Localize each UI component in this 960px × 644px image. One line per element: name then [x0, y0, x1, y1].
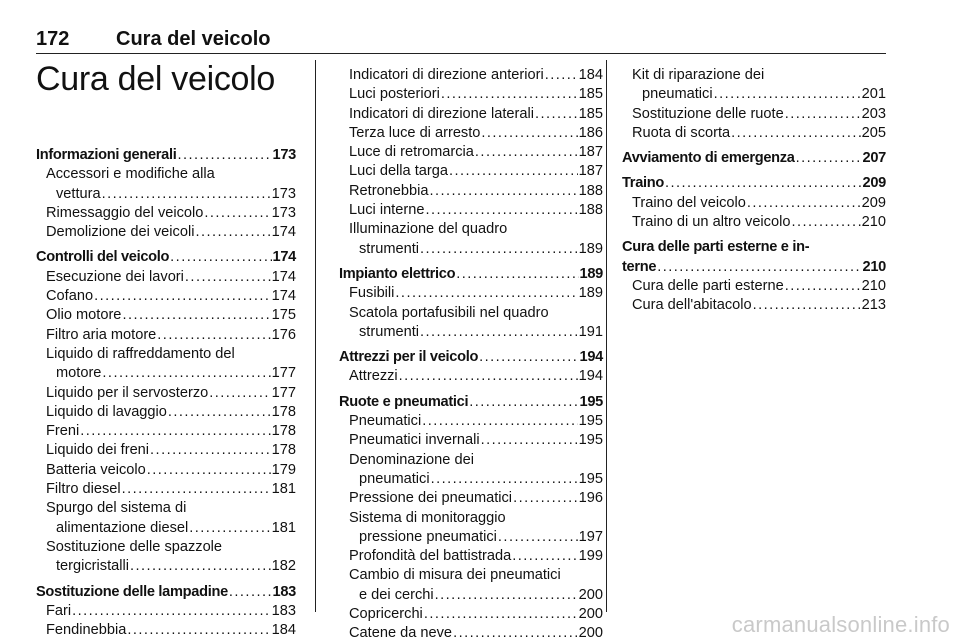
toc-page-number: 181 [271, 481, 296, 498]
toc-entry-title: pneumatici [642, 86, 713, 103]
toc-page-number: 173 [272, 147, 296, 163]
toc-entry[interactable] [339, 304, 603, 343]
toc-entry-title: terne [622, 258, 657, 275]
toc-entry[interactable] [339, 284, 603, 303]
dot-leader [449, 162, 578, 181]
toc-entry-title: Ruota di scorta [632, 124, 731, 141]
toc-entry[interactable] [339, 105, 603, 124]
toc-entry[interactable] [339, 489, 603, 508]
toc-entry-title: Demolizione dei veicoli [46, 224, 195, 241]
toc-entry[interactable] [339, 162, 603, 181]
toc-entry-title: Fusibili [349, 285, 395, 302]
toc-entry-title: Attrezzi per il veicolo [339, 349, 479, 366]
dot-leader [469, 393, 578, 412]
toc-page-number: 199 [578, 548, 603, 565]
toc-page-number: 174 [271, 268, 296, 285]
running-title: Cura del veicolo [116, 28, 271, 50]
toc-entry[interactable] [339, 124, 603, 143]
dot-leader [512, 547, 577, 566]
toc-entry-title: Cofano [46, 288, 94, 305]
dot-leader [665, 174, 862, 193]
toc-entry-title: strumenti [359, 240, 420, 257]
dot-leader [535, 105, 578, 124]
toc-entry[interactable] [339, 547, 603, 566]
dot-leader [122, 306, 270, 325]
toc-page-number: 213 [861, 297, 886, 314]
toc-entry[interactable] [36, 165, 296, 204]
dot-leader [157, 326, 270, 345]
toc-entry-title: Profondità del battistrada [349, 548, 512, 565]
dot-leader [195, 223, 270, 242]
toc-entry-line: Sistema di monitoraggio [349, 509, 506, 526]
dot-leader [431, 470, 578, 489]
toc-page-number: 195 [579, 393, 603, 410]
dot-leader [168, 403, 271, 422]
dot-leader [747, 194, 861, 213]
toc-page-number: 183 [271, 602, 296, 619]
toc-entry-line: Spurgo del sistema di [46, 500, 187, 517]
dot-leader [475, 143, 578, 162]
toc-page-number: 186 [578, 124, 603, 141]
toc-column-3 [622, 66, 886, 316]
chapter-title: Cura del veicolo [36, 60, 275, 98]
toc-entry-title: Fendinebbia [46, 622, 127, 639]
toc-entry-title: Controlli del veicolo [36, 249, 170, 266]
toc-page-number: 187 [578, 144, 603, 161]
dot-leader [420, 240, 578, 259]
watermark: carmanualsonline.info [731, 612, 950, 637]
toc-entry-title: Attrezzi [349, 368, 398, 385]
dot-leader [435, 586, 578, 605]
toc-entry-title: Traino [622, 175, 664, 192]
toc-page-number: 210 [862, 258, 886, 275]
toc-page-number: 194 [579, 349, 603, 366]
toc-entry[interactable] [36, 499, 296, 538]
toc-entry-title: Pneumatici invernali [349, 432, 480, 449]
dot-leader [102, 364, 270, 383]
toc-page-number: 201 [861, 86, 886, 103]
toc-section-entry[interactable] [339, 265, 603, 284]
toc-page-number: 196 [578, 490, 603, 507]
toc-page-number: 203 [861, 105, 886, 122]
toc-entry-title: Sostituzione delle ruote [632, 105, 784, 122]
toc-entry[interactable] [36, 621, 296, 640]
dot-leader [441, 85, 578, 104]
toc-page-number: 188 [578, 182, 603, 199]
dot-leader [453, 624, 578, 643]
toc-page-number: 178 [271, 423, 296, 440]
toc-entry-title: alimentazione diesel [56, 519, 189, 536]
dot-leader [422, 412, 577, 431]
toc-entry-title: Terza luce di arresto [349, 124, 481, 141]
toc-page-number: 189 [578, 240, 603, 257]
toc-page-number: 189 [579, 265, 603, 282]
column-divider-2 [606, 60, 607, 612]
toc-entry-title: Cura delle parti esterne [632, 277, 784, 294]
toc-entry[interactable] [339, 566, 603, 605]
toc-entry-line: Denominazione dei [349, 451, 474, 468]
toc-entry-title: vettura [56, 185, 101, 202]
toc-entry[interactable] [36, 403, 296, 422]
toc-entry-title: tergicristalli [56, 558, 129, 575]
toc-entry-title: Luci interne [349, 202, 425, 219]
dot-leader [714, 85, 861, 104]
toc-page-number: 174 [271, 224, 296, 241]
toc-section-entry[interactable] [622, 238, 886, 277]
toc-page-number: 187 [578, 163, 603, 180]
toc-entry-title: Indicatori di direzione anteriori [349, 67, 544, 83]
toc-entry[interactable] [36, 204, 296, 223]
toc-entry-title: Rimessaggio del veicolo [46, 204, 204, 221]
toc-entry-title: Traino del veicolo [632, 194, 746, 211]
toc-entry[interactable] [36, 306, 296, 325]
toc-page-number: 183 [272, 583, 296, 600]
toc-entry-line: Illuminazione del quadro [349, 221, 508, 238]
column-divider-1 [315, 60, 316, 612]
toc-entry-title: Catene da neve [349, 625, 453, 642]
toc-entry[interactable] [36, 268, 296, 287]
toc-page-number: 178 [271, 442, 296, 459]
toc-entry-title: motore [56, 365, 102, 382]
toc-entry-title: Filtro diesel [46, 481, 121, 498]
toc-entry[interactable] [36, 602, 296, 621]
toc-entry[interactable] [339, 85, 603, 104]
toc-entry-line: Sostituzione delle spazzole [46, 538, 223, 555]
toc-entry[interactable] [339, 451, 603, 490]
dot-leader [430, 182, 578, 201]
dot-leader [130, 557, 271, 576]
toc-entry[interactable] [339, 605, 603, 624]
dot-leader [657, 258, 861, 277]
dot-leader [479, 348, 578, 367]
dot-leader [94, 287, 271, 306]
toc-section-entry[interactable] [36, 583, 296, 602]
toc-page-number: 191 [578, 323, 603, 340]
dot-leader [456, 265, 578, 284]
toc-entry[interactable] [36, 345, 296, 384]
toc-entry[interactable] [339, 220, 603, 259]
toc-entry[interactable] [622, 194, 886, 213]
toc-entry-title: Traino di un altro veicolo [632, 214, 791, 231]
toc-entry-title: Sostituzione delle lampadine [36, 583, 228, 600]
toc-page-number: 177 [271, 384, 296, 401]
toc-entry[interactable] [622, 277, 886, 296]
dot-leader [204, 204, 270, 223]
toc-entry-title: Batteria veicolo [46, 461, 146, 478]
toc-entry-title: Copricerchi [349, 606, 423, 623]
dot-leader [785, 105, 861, 124]
toc-entry[interactable] [339, 367, 603, 386]
toc-page-number: 189 [578, 285, 603, 302]
toc-entry[interactable] [339, 412, 603, 431]
toc-entry-title: pneumatici [359, 470, 430, 487]
toc-entry[interactable] [339, 182, 603, 201]
toc-entry-title: Ruote e pneumatici [339, 393, 469, 410]
toc-section-entry[interactable] [339, 348, 603, 367]
page-header [36, 28, 886, 52]
toc-entry[interactable] [36, 384, 296, 403]
toc-entry[interactable] [36, 538, 296, 577]
dot-leader [399, 367, 578, 386]
dot-leader [785, 277, 861, 296]
toc-page-number: 195 [578, 470, 603, 487]
toc-entry[interactable] [339, 201, 603, 220]
dot-leader [753, 296, 861, 315]
toc-entry[interactable] [622, 66, 886, 105]
toc-entry[interactable] [36, 461, 296, 480]
toc-section-entry[interactable] [36, 248, 296, 267]
toc-page-number: 174 [272, 249, 296, 266]
toc-page-number: 200 [578, 625, 603, 642]
toc-entry-title: Avviamento di emergenza [622, 150, 795, 167]
toc-section-entry[interactable] [339, 393, 603, 412]
dot-leader [185, 268, 271, 287]
dot-leader [796, 149, 862, 168]
toc-entry-title: Liquido di lavaggio [46, 403, 167, 420]
toc-page-number: 177 [271, 365, 296, 382]
toc-page-number: 184 [271, 622, 296, 639]
toc-page-number: 207 [862, 150, 886, 167]
toc-entry[interactable] [622, 296, 886, 315]
toc-page-number: 188 [578, 202, 603, 219]
toc-entry-title: Indicatori di direzione laterali [349, 105, 534, 122]
toc-page-number: 194 [578, 368, 603, 385]
dot-leader [122, 480, 271, 499]
toc-page-number: 210 [861, 277, 886, 294]
page-number: 172 [36, 28, 70, 50]
toc-entry-title: Liquido per il servosterzo [46, 384, 209, 401]
toc-entry-title: pressione pneumatici [359, 528, 497, 545]
toc-page-number: 182 [271, 558, 296, 575]
toc-entry[interactable] [622, 105, 886, 124]
toc-page-number: 209 [862, 175, 886, 192]
toc-entry[interactable] [622, 124, 886, 143]
toc-page-number: 197 [578, 528, 603, 545]
toc-entry-title: Cura dell'abitacolo [632, 297, 752, 314]
dot-leader [80, 422, 270, 441]
dot-leader [420, 323, 578, 342]
toc-section-entry[interactable] [622, 174, 886, 193]
dot-leader [424, 605, 578, 624]
toc-page-number: 205 [861, 124, 886, 141]
dot-leader [791, 213, 860, 232]
toc-page-number: 200 [578, 606, 603, 623]
toc-entry-title: Filtro aria motore [46, 326, 157, 343]
dot-leader [170, 248, 271, 267]
dot-leader [102, 185, 271, 204]
toc-page-number: 200 [578, 586, 603, 603]
toc-page-number: 210 [861, 214, 886, 231]
dot-leader [127, 621, 270, 640]
toc-entry[interactable] [622, 213, 886, 232]
toc-entry[interactable] [36, 287, 296, 306]
toc-entry-title: Olio motore [46, 307, 122, 324]
toc-page-number: 185 [578, 105, 603, 122]
toc-entry-title: Retronebbia [349, 182, 429, 199]
toc-page-number: 176 [271, 326, 296, 343]
toc-entry[interactable] [36, 326, 296, 345]
toc-entry-line: Cura delle parti esterne e in- [622, 239, 810, 256]
toc-page-number: 173 [271, 204, 296, 221]
toc-entry-title: Pneumatici [349, 413, 422, 430]
toc-page-number: 174 [271, 288, 296, 305]
toc-page-number: 181 [271, 519, 296, 536]
dot-leader [177, 146, 271, 165]
toc-page-number: 179 [271, 461, 296, 478]
toc-column-2 [339, 66, 603, 644]
dot-leader [545, 66, 578, 85]
dot-leader [481, 124, 577, 143]
toc-page-number: 209 [861, 194, 886, 211]
toc-entry-title: Fari [46, 602, 72, 619]
toc-entry-title: Informazioni generali [36, 147, 177, 163]
dot-leader [209, 384, 270, 403]
toc-entry-title: e dei cerchi [359, 586, 434, 603]
toc-entry[interactable] [339, 509, 603, 548]
dot-leader [731, 124, 860, 143]
toc-page-number: 195 [578, 413, 603, 430]
toc-page-number: 175 [271, 307, 296, 324]
toc-entry[interactable] [339, 431, 603, 450]
dot-leader [498, 528, 578, 547]
dot-leader [72, 602, 271, 621]
toc-entry-title: Esecuzione dei lavori [46, 268, 184, 285]
dot-leader [229, 583, 272, 602]
toc-page-number: 178 [271, 403, 296, 420]
dot-leader [513, 489, 578, 508]
dot-leader [147, 461, 271, 480]
toc-page-number: 195 [578, 432, 603, 449]
toc-entry[interactable] [339, 66, 603, 85]
toc-section-entry[interactable] [622, 149, 886, 168]
toc-entry[interactable] [339, 624, 603, 643]
toc-entry[interactable] [36, 480, 296, 499]
toc-page-number: 185 [578, 86, 603, 103]
toc-entry-title: Luci della targa [349, 163, 448, 180]
dot-leader [425, 201, 577, 220]
toc-column-1 [36, 146, 296, 640]
header-divider [36, 53, 886, 54]
dot-leader [395, 284, 577, 303]
toc-entry-line: Cambio di misura dei pneumatici [349, 567, 561, 584]
toc-entry-line: Scatola portafusibili nel quadro [349, 304, 549, 321]
toc-entry-line: Kit di riparazione dei [632, 67, 765, 83]
toc-page-number: 184 [578, 67, 603, 83]
toc-page-number: 173 [271, 185, 296, 202]
dot-leader [189, 519, 270, 538]
toc-entry-line: Accessori e modifiche alla [46, 166, 215, 183]
toc-section-entry[interactable] [36, 146, 296, 165]
toc-entry-line: Liquido di raffreddamento del [46, 345, 235, 362]
toc-entry-title: Impianto elettrico [339, 265, 456, 282]
toc-entry-title: Pressione dei pneumatici [349, 490, 513, 507]
toc-entry-title: Liquido dei freni [46, 442, 150, 459]
toc-entry-title: Luci posteriori [349, 86, 440, 103]
toc-entry[interactable] [36, 441, 296, 460]
toc-entry-title: strumenti [359, 323, 420, 340]
dot-leader [150, 441, 271, 460]
toc-entry[interactable] [36, 422, 296, 441]
toc-entry[interactable] [36, 223, 296, 242]
toc-entry[interactable] [339, 143, 603, 162]
toc-entry-title: Luce di retromarcia [349, 144, 474, 161]
toc-entry-title: Freni [46, 423, 80, 440]
dot-leader [481, 431, 578, 450]
